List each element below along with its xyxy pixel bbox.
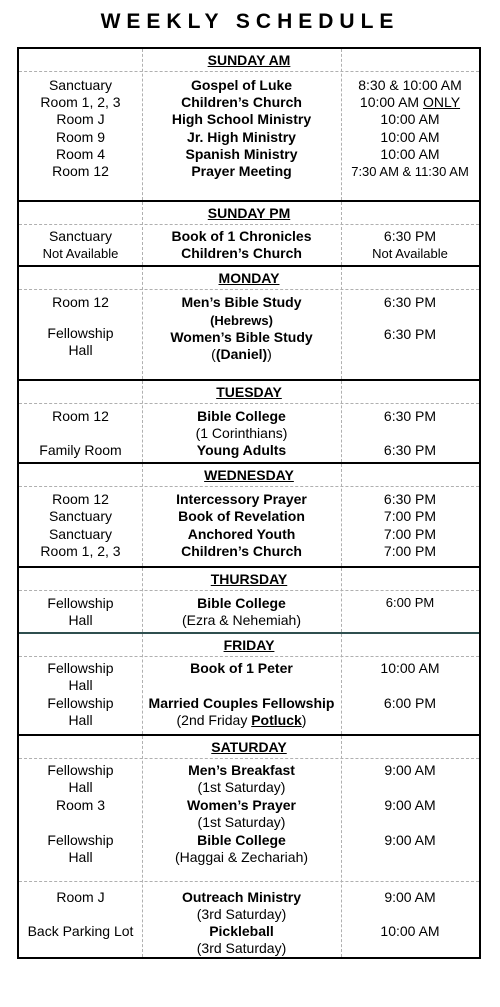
- event-name: Book of 1 Chronicles: [171, 228, 312, 244]
- event-detail: (1 Corinthians): [195, 425, 288, 441]
- section-header: TUESDAY: [19, 381, 479, 404]
- event-name: High School Ministry: [171, 111, 312, 127]
- event-name: Men’s Bible Study: [181, 294, 302, 310]
- location: Room 12: [52, 491, 109, 507]
- section-header: MONDAY: [19, 267, 479, 290]
- section-sunday-pm: [19, 202, 479, 267]
- location: Fellowship: [47, 832, 114, 848]
- event-name: Young Adults: [196, 442, 287, 458]
- event-name: Outreach Ministry: [181, 889, 302, 905]
- event-name: Gospel of Luke: [190, 77, 293, 93]
- event-name: Bible College: [197, 408, 286, 424]
- row-divider: [19, 881, 479, 882]
- section-thursday: [19, 568, 479, 634]
- schedule-table: [17, 47, 481, 959]
- event-detail: (1st Saturday): [197, 779, 286, 795]
- section-wednesday: [19, 464, 479, 568]
- event-time: 8:30 & 10:00 AM: [358, 77, 462, 93]
- event-detail: (2nd Friday Potluck): [176, 712, 307, 728]
- event-name: Intercessory Prayer: [176, 491, 307, 507]
- event-time: 9:00 AM: [384, 889, 436, 905]
- event-name: Jr. High Ministry: [187, 129, 296, 145]
- event-time: 7:00 PM: [383, 526, 437, 542]
- section-header: FRIDAY: [19, 634, 479, 657]
- event-name: Men’s Breakfast: [188, 762, 295, 778]
- section-monday: [19, 267, 479, 381]
- location-line-2: Hall: [68, 779, 93, 795]
- event-name: Children’s Church: [181, 245, 302, 261]
- location: Room 4: [55, 146, 106, 162]
- location: Room 12: [52, 294, 109, 310]
- location: Room 12: [52, 408, 109, 424]
- event-name: Anchored Youth: [187, 526, 296, 542]
- event-name: Women’s Prayer: [187, 797, 296, 813]
- event-time: 9:00 AM: [384, 797, 436, 813]
- location: Fellowship: [47, 695, 114, 711]
- location-line-2: Hall: [68, 712, 93, 728]
- event-name: Book of 1 Peter: [190, 660, 293, 676]
- event-time: 6:30 PM: [383, 491, 437, 507]
- event-detail: ((Daniel)): [211, 346, 272, 362]
- location: Sanctuary: [48, 526, 113, 542]
- section-header: THURSDAY: [19, 568, 479, 591]
- section-sunday-am: [19, 49, 479, 202]
- location: Room 1, 2, 3: [40, 543, 121, 559]
- event-time: 9:00 AM: [384, 762, 436, 778]
- event-name: Bible College: [197, 832, 286, 848]
- event-time: 10:00 AM: [380, 660, 440, 676]
- event-detail: (Ezra & Nehemiah): [181, 612, 302, 628]
- location: Not Available: [42, 246, 119, 261]
- event-time: 6:30 PM: [383, 442, 437, 458]
- event-time: 10:00 AM: [380, 146, 440, 162]
- event-time: 10:00 AM: [380, 111, 440, 127]
- event-time: 6:30 PM: [383, 228, 437, 244]
- location-line-2: Hall: [68, 677, 93, 693]
- location: Sanctuary: [48, 228, 113, 244]
- location: Back Parking Lot: [27, 923, 134, 939]
- location: Fellowship: [47, 325, 114, 341]
- location-line-2: Hall: [68, 342, 93, 358]
- event-time: 6:30 PM: [383, 408, 437, 424]
- event-time: 6:00 PM: [383, 695, 437, 711]
- location-line-2: Hall: [68, 849, 93, 865]
- location: Room 12: [52, 163, 109, 179]
- event-time: 6:30 PM: [383, 326, 437, 342]
- section-header: SATURDAY: [19, 736, 479, 759]
- event-name: Book of Revelation: [178, 508, 305, 524]
- location: Sanctuary: [48, 508, 113, 524]
- location: Room J: [56, 889, 105, 905]
- event-name: Pickleball: [209, 923, 274, 939]
- event-time: 6:30 PM: [383, 294, 437, 310]
- location: Fellowship: [47, 762, 114, 778]
- event-name: Spanish Ministry: [185, 146, 298, 162]
- event-name: Bible College: [197, 595, 286, 611]
- location: Room J: [56, 111, 105, 127]
- location: Room 3: [55, 797, 106, 813]
- event-detail: (3rd Saturday): [196, 906, 287, 922]
- event-time: 7:00 PM: [383, 543, 437, 559]
- event-name: Children’s Church: [181, 543, 302, 559]
- section-header: WEDNESDAY: [19, 464, 479, 487]
- event-time: 10:00 AM: [380, 129, 440, 145]
- section-header: SUNDAY PM: [19, 202, 479, 225]
- event-detail: (3rd Saturday): [196, 940, 287, 956]
- event-detail: (Haggai & Zechariah): [174, 849, 309, 865]
- event-name: Married Couples Fellowship: [148, 695, 335, 711]
- event-detail: (Hebrews): [210, 313, 273, 328]
- section-saturday: [19, 736, 479, 957]
- event-name: Children’s Church: [181, 94, 302, 110]
- location: Family Room: [39, 442, 122, 458]
- event-time: 9:00 AM: [384, 832, 436, 848]
- event-time: 10:00 AM ONLY: [359, 94, 461, 110]
- event-name: Women’s Bible Study: [170, 329, 313, 345]
- event-time: 7:30 AM & 11:30 AM: [351, 164, 469, 179]
- only-note: ONLY: [422, 94, 461, 110]
- location: Room 1, 2, 3: [40, 94, 121, 110]
- location: Fellowship: [47, 595, 114, 611]
- section-header: SUNDAY AM: [19, 49, 479, 72]
- event-name: Prayer Meeting: [191, 163, 292, 179]
- section-tuesday: [19, 381, 479, 464]
- event-time: 6:00 PM: [385, 595, 435, 610]
- location: Sanctuary: [48, 77, 113, 93]
- event-time: 7:00 PM: [383, 508, 437, 524]
- location: Room 9: [55, 129, 106, 145]
- location: Fellowship: [47, 660, 114, 676]
- event-time: Not Available: [372, 246, 448, 261]
- event-detail: (1st Saturday): [197, 814, 286, 830]
- location-line-2: Hall: [68, 612, 93, 628]
- event-time: 10:00 AM: [380, 923, 440, 939]
- page-title: WEEKLY SCHEDULE: [100, 10, 400, 33]
- section-friday: [19, 634, 479, 736]
